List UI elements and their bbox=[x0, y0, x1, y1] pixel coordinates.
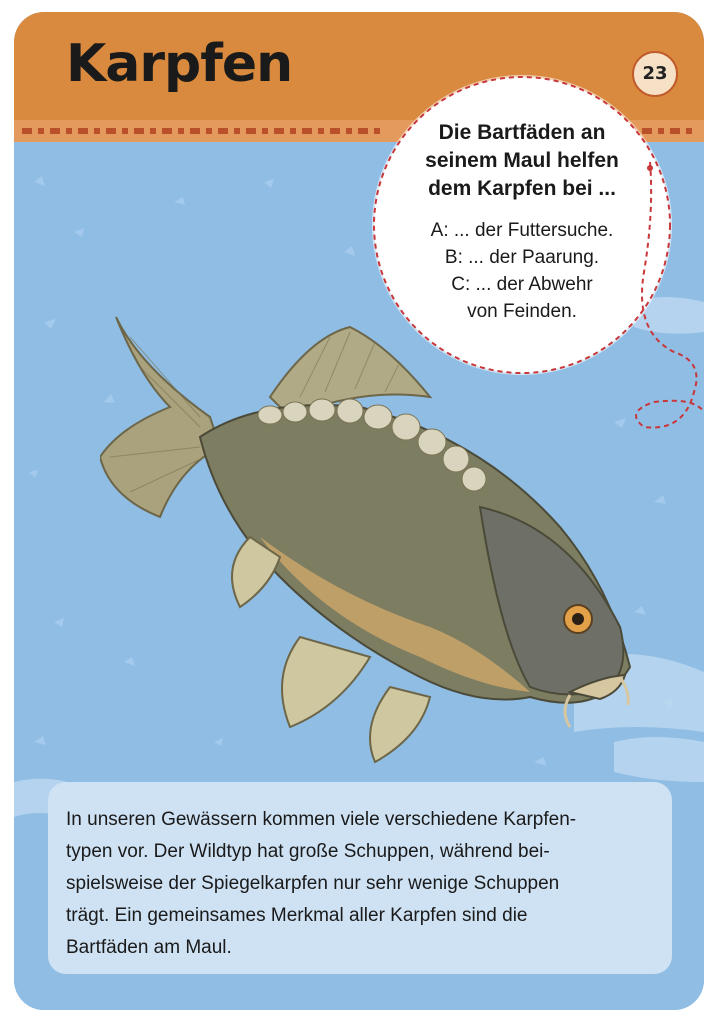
description-line: In unseren Gewässern kommen viele verschiedene Karpfen- bbox=[66, 809, 577, 830]
quiz-question-line: Die Bartfäden an bbox=[438, 121, 606, 144]
description-line: typen vor. Der Wildtyp hat große Schuppen, während bei- bbox=[66, 841, 550, 862]
description-line: spielsweise der Spiegelkarpfen nur sehr wenige Schuppen bbox=[66, 873, 560, 894]
description-text bbox=[66, 804, 656, 964]
carp-illustration bbox=[100, 307, 640, 767]
description-box bbox=[48, 782, 672, 974]
quiz-options bbox=[394, 217, 650, 325]
description-line: Bartfäden am Maul. bbox=[66, 937, 232, 958]
quiz-question-line: seinem Maul helfen bbox=[425, 149, 619, 172]
quiz-option-c-continued: von Feinden. bbox=[467, 301, 577, 322]
quiz-card bbox=[14, 12, 704, 1010]
quiz-option-c: C: ... der Abwehr bbox=[451, 274, 593, 295]
quiz-option-a: A: ... der Futtersuche. bbox=[430, 220, 614, 241]
description-line: trägt. Ein gemeinsames Merkmal aller Karpfen sind die bbox=[66, 905, 528, 926]
quiz-question-line: dem Karpfen bei ... bbox=[428, 177, 616, 200]
quiz-question bbox=[410, 119, 634, 203]
card-number-badge: 23 bbox=[632, 51, 678, 97]
card-title: Karpfen bbox=[66, 34, 293, 94]
quiz-bubble bbox=[374, 77, 670, 373]
quiz-option-b: B: ... der Paarung. bbox=[444, 247, 600, 268]
